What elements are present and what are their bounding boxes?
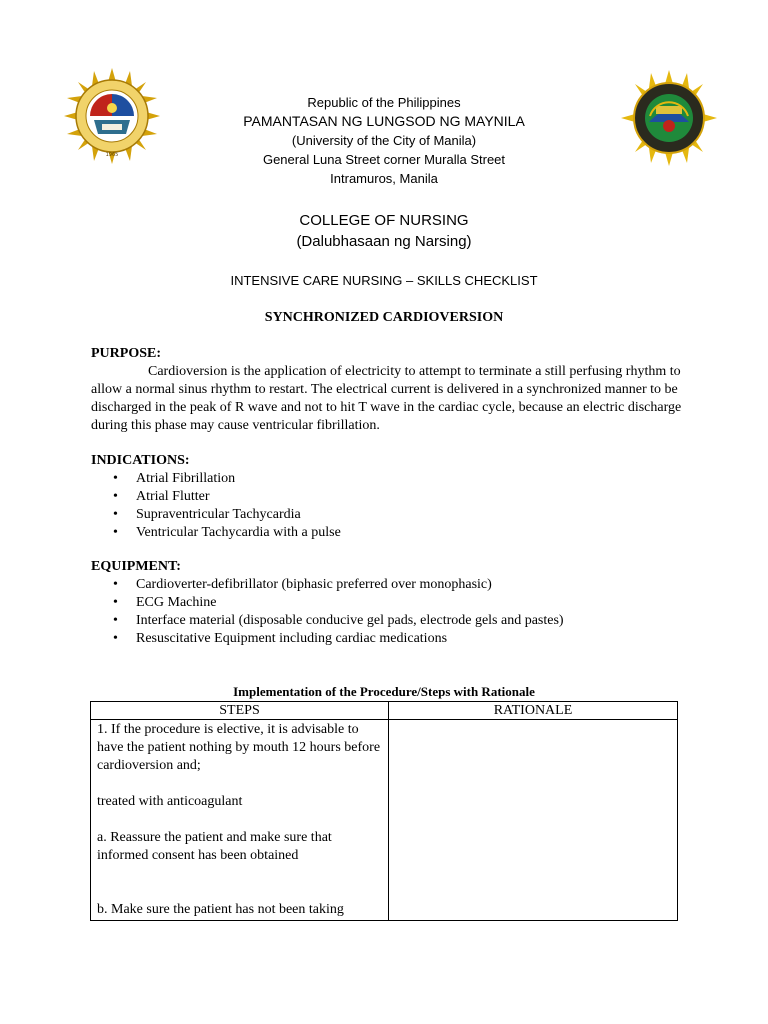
list-item: • Atrial Fibrillation bbox=[113, 471, 236, 486]
list-item: • Ventricular Tachycardia with a pulse bbox=[113, 525, 341, 540]
table-header-row bbox=[91, 702, 678, 720]
list-item: • Atrial Flutter bbox=[113, 489, 210, 504]
step-item: a. Reassure the patient and make sure that informed consent has been obtained bbox=[97, 830, 332, 863]
procedure-title: SYNCHRONIZED CARDIOVERSION bbox=[264, 310, 504, 325]
list-item: • Resuscitative Equipment including cardiac medications bbox=[113, 631, 448, 646]
list-item: • ECG Machine bbox=[113, 595, 217, 610]
checklist-title: INTENSIVE CARE NURSING – SKILLS CHECKLIST bbox=[230, 273, 538, 288]
street-address: General Luna Street corner Muralla Street bbox=[262, 152, 506, 167]
college-heading bbox=[0, 210, 768, 252]
indications-section bbox=[91, 452, 691, 542]
bullet-icon: • bbox=[113, 489, 118, 504]
list-item: • Interface material (disposable conducive gel pads, electrode gels and pastes) bbox=[113, 613, 564, 628]
bullet-icon: • bbox=[113, 631, 118, 646]
university-name: PAMANTASAN NG LUNGSOD NG MAYNILA bbox=[243, 113, 525, 129]
bullet-icon: • bbox=[113, 471, 118, 486]
equipment-heading: EQUIPMENT: bbox=[91, 559, 181, 574]
bullet-icon: • bbox=[113, 525, 118, 540]
table-row bbox=[91, 720, 678, 921]
indications-list bbox=[91, 470, 691, 542]
purpose-heading: PURPOSE: bbox=[91, 346, 161, 361]
rationale-cell bbox=[389, 720, 678, 921]
bullet-icon: • bbox=[113, 507, 118, 522]
equipment-list bbox=[91, 576, 691, 648]
equipment-section bbox=[91, 558, 691, 648]
indications-heading: INDICATIONS: bbox=[91, 453, 190, 468]
svg-text:1965: 1965 bbox=[105, 152, 119, 158]
university-english-name: (University of the City of Manila) bbox=[291, 133, 477, 148]
college-name: COLLEGE OF NURSING bbox=[299, 212, 469, 229]
table-title: Implementation of the Procedure/Steps with Rationale bbox=[233, 684, 535, 699]
college-tagalog-name: (Dalubhasaan ng Narsing) bbox=[296, 233, 472, 250]
letterhead bbox=[0, 94, 768, 188]
step-item: 1. If the procedure is elective, it is advisable to have the patient nothing by mouth 12 hours before cardioversion and; bbox=[97, 722, 381, 773]
step-item: treated with anticoagulant bbox=[97, 794, 243, 809]
steps-column-header: STEPS bbox=[91, 702, 389, 720]
purpose-section bbox=[91, 345, 691, 435]
step-item: b. Make sure the patient has not been taking bbox=[97, 902, 344, 917]
list-item: • Cardioverter-defibrillator (biphasic preferred over monophasic) bbox=[113, 577, 492, 592]
steps-cell bbox=[91, 720, 389, 921]
bullet-icon: • bbox=[113, 595, 118, 610]
bullet-icon: • bbox=[113, 613, 118, 628]
city-address: Intramuros, Manila bbox=[330, 171, 438, 186]
purpose-text: Cardioversion is the application of electricity to attempt to terminate a still perfusing rhythm to allow a normal sinus rhythm to restart. The electrical current is delivered in a synchronized manner to be discharged in the peak of R wave and not to hit T wave in the cardiac cycle, because an electric discharge during this phase may cause ventricular fibrillation. bbox=[91, 364, 682, 433]
rationale-column-header: RATIONALE bbox=[389, 702, 678, 720]
list-item: • Supraventricular Tachycardia bbox=[113, 507, 301, 522]
bullet-icon: • bbox=[113, 577, 118, 592]
steps-table bbox=[90, 701, 678, 921]
republic-line: Republic of the Philippines bbox=[307, 95, 461, 110]
